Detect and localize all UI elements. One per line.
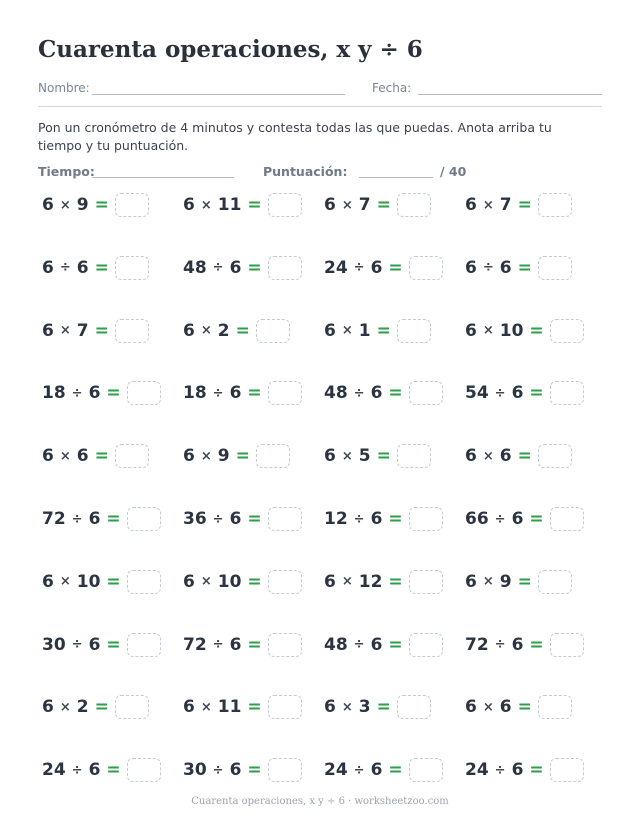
divide-icon: ÷ bbox=[494, 637, 506, 653]
divide-icon: ÷ bbox=[353, 385, 365, 401]
answer-box[interactable] bbox=[115, 193, 149, 217]
equals-sign: = bbox=[247, 697, 262, 718]
operand-b: 5 bbox=[358, 446, 371, 467]
operand-b: 6 bbox=[229, 634, 242, 655]
operand-b: 6 bbox=[76, 446, 89, 467]
problem-item bbox=[324, 757, 443, 783]
equals-sign: = bbox=[529, 320, 544, 341]
name-line[interactable] bbox=[92, 94, 345, 95]
equals-sign: = bbox=[517, 257, 532, 278]
answer-box[interactable] bbox=[127, 758, 161, 782]
problem-item bbox=[324, 255, 443, 281]
operand-b: 6 bbox=[511, 383, 524, 404]
equals-sign: = bbox=[94, 697, 109, 718]
answer-box[interactable] bbox=[268, 381, 302, 405]
divide-icon: ÷ bbox=[212, 260, 224, 276]
multiply-icon: × bbox=[482, 574, 494, 590]
operand-a: 6 bbox=[42, 320, 54, 341]
equals-sign: = bbox=[106, 571, 121, 592]
equals-sign: = bbox=[376, 320, 391, 341]
equals-sign: = bbox=[517, 571, 532, 592]
multiply-icon: × bbox=[482, 448, 494, 464]
operand-b: 6 bbox=[229, 760, 242, 781]
operand-b: 6 bbox=[511, 509, 524, 529]
problem-item bbox=[183, 632, 302, 658]
operand-b: 10 bbox=[76, 571, 101, 592]
equals-sign: = bbox=[376, 195, 391, 215]
multiply-icon: × bbox=[482, 699, 494, 715]
multiply-icon: × bbox=[59, 323, 71, 339]
problem-item bbox=[465, 694, 572, 720]
equals-sign: = bbox=[106, 634, 121, 655]
problem-item bbox=[465, 506, 584, 532]
answer-box[interactable] bbox=[397, 444, 431, 468]
operand-b: 1 bbox=[358, 320, 371, 341]
operand-b: 6 bbox=[76, 257, 89, 278]
operand-b: 7 bbox=[76, 320, 89, 341]
operand-a: 72 bbox=[465, 634, 489, 655]
operand-b: 6 bbox=[229, 257, 242, 278]
operand-a: 6 bbox=[465, 257, 477, 278]
answer-box[interactable] bbox=[550, 381, 584, 405]
equals-sign: = bbox=[247, 760, 262, 781]
divide-icon: ÷ bbox=[494, 511, 506, 527]
operand-a: 6 bbox=[183, 571, 195, 592]
equals-sign: = bbox=[388, 509, 403, 529]
operand-a: 48 bbox=[324, 634, 348, 655]
divide-icon: ÷ bbox=[482, 260, 494, 276]
operand-b: 6 bbox=[499, 697, 512, 718]
answer-box[interactable] bbox=[550, 319, 584, 343]
equals-sign: = bbox=[376, 446, 391, 467]
operand-a: 6 bbox=[324, 697, 336, 718]
answer-box[interactable] bbox=[115, 444, 149, 468]
operand-a: 6 bbox=[183, 320, 195, 341]
equals-sign: = bbox=[388, 760, 403, 781]
multiply-icon: × bbox=[341, 574, 353, 590]
operand-b: 6 bbox=[88, 760, 101, 781]
problem-item bbox=[324, 506, 443, 532]
equals-sign: = bbox=[388, 571, 403, 592]
multiply-icon: × bbox=[59, 197, 71, 213]
operand-a: 6 bbox=[324, 320, 336, 341]
equals-sign: = bbox=[388, 634, 403, 655]
equals-sign: = bbox=[388, 257, 403, 278]
operand-a: 6 bbox=[183, 697, 195, 718]
multiply-icon: × bbox=[200, 699, 212, 715]
problem-item bbox=[465, 443, 572, 469]
answer-box[interactable] bbox=[538, 256, 572, 280]
operand-b: 6 bbox=[370, 634, 383, 655]
header-divider bbox=[38, 106, 602, 107]
operand-a: 30 bbox=[183, 760, 207, 781]
operand-a: 6 bbox=[42, 257, 54, 278]
problem-item bbox=[465, 380, 584, 406]
operand-b: 6 bbox=[229, 509, 242, 529]
multiply-icon: × bbox=[341, 448, 353, 464]
divide-icon: ÷ bbox=[59, 260, 71, 276]
divide-icon: ÷ bbox=[212, 385, 224, 401]
equals-sign: = bbox=[106, 383, 121, 404]
answer-box[interactable] bbox=[127, 507, 161, 531]
problem-item bbox=[324, 192, 431, 218]
answer-box[interactable] bbox=[268, 758, 302, 782]
operand-a: 6 bbox=[465, 320, 477, 341]
operand-a: 6 bbox=[465, 571, 477, 592]
equals-sign: = bbox=[94, 320, 109, 341]
problem-item bbox=[324, 569, 443, 595]
operand-b: 11 bbox=[217, 195, 242, 215]
problem-item bbox=[183, 569, 302, 595]
operand-b: 9 bbox=[217, 446, 230, 467]
answer-box[interactable] bbox=[550, 758, 584, 782]
answer-box[interactable] bbox=[127, 633, 161, 657]
divide-icon: ÷ bbox=[353, 511, 365, 527]
divide-icon: ÷ bbox=[212, 637, 224, 653]
equals-sign: = bbox=[517, 697, 532, 718]
instructions: Pon un cronómetro de 4 minutos y contesta todas las que puedas. Anota arriba tu tiempo y tu puntuación. bbox=[38, 120, 552, 153]
problem-item bbox=[42, 506, 161, 532]
operand-b: 9 bbox=[499, 571, 512, 592]
equals-sign: = bbox=[247, 195, 262, 215]
problem-item bbox=[465, 255, 572, 281]
operand-b: 6 bbox=[499, 257, 512, 278]
operand-a: 72 bbox=[42, 509, 66, 529]
answer-box[interactable] bbox=[409, 507, 443, 531]
answer-box[interactable] bbox=[538, 444, 572, 468]
operand-a: 6 bbox=[324, 446, 336, 467]
problem-item bbox=[42, 255, 149, 281]
operand-a: 48 bbox=[324, 383, 348, 404]
operand-b: 6 bbox=[229, 383, 242, 404]
answer-box[interactable] bbox=[409, 570, 443, 594]
operand-a: 6 bbox=[42, 571, 54, 592]
answer-box[interactable] bbox=[409, 381, 443, 405]
operand-b: 6 bbox=[370, 760, 383, 781]
problem-item bbox=[42, 694, 149, 720]
operand-a: 24 bbox=[324, 760, 348, 781]
multiply-icon: × bbox=[59, 448, 71, 464]
problem-item bbox=[324, 694, 431, 720]
divide-icon: ÷ bbox=[353, 637, 365, 653]
divide-icon: ÷ bbox=[353, 260, 365, 276]
footer: Cuarenta operaciones, x y ÷ 6 · worksheetzoo.com bbox=[191, 796, 449, 807]
equals-sign: = bbox=[94, 446, 109, 467]
problem-item bbox=[324, 443, 431, 469]
operand-a: 30 bbox=[42, 634, 66, 655]
answer-box[interactable] bbox=[268, 193, 302, 217]
operand-a: 24 bbox=[324, 257, 348, 278]
operand-b: 12 bbox=[358, 571, 383, 592]
problem-item bbox=[183, 506, 302, 532]
equals-sign: = bbox=[388, 383, 403, 404]
answer-box[interactable] bbox=[256, 319, 290, 343]
equals-sign: = bbox=[235, 446, 250, 467]
problem-item bbox=[42, 757, 161, 783]
equals-sign: = bbox=[235, 320, 250, 341]
worksheet-title: Cuarenta operaciones, x y ÷ 6 bbox=[38, 36, 423, 63]
operand-a: 12 bbox=[324, 509, 348, 529]
operand-a: 6 bbox=[42, 446, 54, 467]
operand-b: 10 bbox=[499, 320, 524, 341]
multiply-icon: × bbox=[341, 197, 353, 213]
equals-sign: = bbox=[247, 634, 262, 655]
answer-box[interactable] bbox=[115, 256, 149, 280]
operand-a: 18 bbox=[183, 383, 207, 404]
problem-item bbox=[42, 380, 161, 406]
operand-a: 6 bbox=[465, 697, 477, 718]
divide-icon: ÷ bbox=[212, 511, 224, 527]
problem-item bbox=[183, 757, 302, 783]
divide-icon: ÷ bbox=[353, 762, 365, 778]
multiply-icon: × bbox=[200, 197, 212, 213]
answer-box[interactable] bbox=[538, 193, 572, 217]
operand-b: 6 bbox=[370, 509, 383, 529]
operand-b: 6 bbox=[88, 509, 101, 529]
problem-item bbox=[183, 255, 302, 281]
answer-box[interactable] bbox=[397, 695, 431, 719]
operand-b: 6 bbox=[370, 257, 383, 278]
score-line[interactable] bbox=[359, 177, 433, 178]
operand-a: 6 bbox=[324, 195, 336, 215]
equals-sign: = bbox=[517, 446, 532, 467]
equals-sign: = bbox=[106, 760, 121, 781]
operand-a: 6 bbox=[42, 697, 54, 718]
answer-box[interactable] bbox=[409, 256, 443, 280]
equals-sign: = bbox=[529, 760, 544, 781]
equals-sign: = bbox=[529, 634, 544, 655]
operand-a: 18 bbox=[42, 383, 66, 404]
multiply-icon: × bbox=[341, 699, 353, 715]
answer-box[interactable] bbox=[538, 570, 572, 594]
operand-b: 10 bbox=[217, 571, 242, 592]
multiply-icon: × bbox=[59, 699, 71, 715]
equals-sign: = bbox=[529, 383, 544, 404]
answer-box[interactable] bbox=[115, 695, 149, 719]
answer-box[interactable] bbox=[268, 695, 302, 719]
multiply-icon: × bbox=[482, 323, 494, 339]
problem-item bbox=[42, 443, 149, 469]
answer-box[interactable] bbox=[397, 193, 431, 217]
operand-b: 3 bbox=[358, 697, 371, 718]
equals-sign: = bbox=[106, 509, 121, 529]
divide-icon: ÷ bbox=[212, 762, 224, 778]
answer-box[interactable] bbox=[268, 570, 302, 594]
answer-box[interactable] bbox=[550, 633, 584, 657]
answer-box[interactable] bbox=[268, 256, 302, 280]
operand-a: 66 bbox=[465, 509, 489, 529]
operand-a: 24 bbox=[42, 760, 66, 781]
multiply-icon: × bbox=[482, 197, 494, 213]
operand-b: 6 bbox=[511, 634, 524, 655]
operand-a: 54 bbox=[465, 383, 489, 404]
score-label: Puntuación: bbox=[263, 164, 348, 179]
operand-a: 6 bbox=[324, 571, 336, 592]
operand-b: 7 bbox=[358, 195, 371, 215]
divide-icon: ÷ bbox=[494, 385, 506, 401]
divide-icon: ÷ bbox=[71, 385, 83, 401]
multiply-icon: × bbox=[59, 574, 71, 590]
operand-b: 6 bbox=[511, 760, 524, 781]
answer-box[interactable] bbox=[409, 633, 443, 657]
problem-item bbox=[42, 632, 161, 658]
multiply-icon: × bbox=[200, 323, 212, 339]
problem-item bbox=[465, 757, 584, 783]
multiply-icon: × bbox=[200, 448, 212, 464]
answer-box[interactable] bbox=[127, 381, 161, 405]
time-label: Tiempo: bbox=[38, 164, 95, 179]
operand-a: 72 bbox=[183, 634, 207, 655]
equals-sign: = bbox=[517, 195, 532, 215]
answer-box[interactable] bbox=[127, 570, 161, 594]
multiply-icon: × bbox=[200, 574, 212, 590]
problem-item bbox=[183, 192, 302, 218]
operand-b: 11 bbox=[217, 697, 242, 718]
equals-sign: = bbox=[247, 509, 262, 529]
answer-box[interactable] bbox=[256, 444, 290, 468]
date-label: Fecha: bbox=[372, 81, 412, 95]
answer-box[interactable] bbox=[115, 319, 149, 343]
problem-item bbox=[183, 380, 302, 406]
answer-box[interactable] bbox=[268, 507, 302, 531]
operand-b: 6 bbox=[370, 383, 383, 404]
operand-a: 6 bbox=[465, 446, 477, 467]
answer-box[interactable] bbox=[538, 695, 572, 719]
equals-sign: = bbox=[94, 257, 109, 278]
score-total: / 40 bbox=[440, 164, 467, 179]
problem-item bbox=[42, 192, 149, 218]
equals-sign: = bbox=[529, 509, 544, 529]
operand-a: 6 bbox=[183, 195, 195, 215]
problem-item bbox=[183, 443, 290, 469]
divide-icon: ÷ bbox=[71, 762, 83, 778]
answer-box[interactable] bbox=[550, 507, 584, 531]
problem-item bbox=[465, 632, 584, 658]
problem-item bbox=[183, 318, 290, 344]
operand-b: 7 bbox=[499, 195, 512, 215]
answer-box[interactable] bbox=[397, 319, 431, 343]
equals-sign: = bbox=[247, 257, 262, 278]
problem-item bbox=[42, 318, 149, 344]
operand-a: 24 bbox=[465, 760, 489, 781]
operand-b: 9 bbox=[76, 195, 89, 215]
equals-sign: = bbox=[247, 383, 262, 404]
equals-sign: = bbox=[94, 195, 109, 215]
problem-item bbox=[42, 569, 161, 595]
problem-item bbox=[324, 380, 443, 406]
problem-item bbox=[324, 632, 443, 658]
equals-sign: = bbox=[376, 697, 391, 718]
operand-b: 6 bbox=[88, 634, 101, 655]
problem-item bbox=[324, 318, 431, 344]
operand-a: 6 bbox=[183, 446, 195, 467]
multiply-icon: × bbox=[341, 323, 353, 339]
operand-a: 36 bbox=[183, 509, 207, 529]
operand-b: 6 bbox=[88, 383, 101, 404]
equals-sign: = bbox=[247, 571, 262, 592]
divide-icon: ÷ bbox=[494, 762, 506, 778]
divide-icon: ÷ bbox=[71, 511, 83, 527]
answer-box[interactable] bbox=[268, 633, 302, 657]
operand-a: 6 bbox=[42, 195, 54, 215]
problem-item bbox=[465, 569, 572, 595]
problem-item bbox=[465, 318, 584, 344]
answer-box[interactable] bbox=[409, 758, 443, 782]
operand-a: 6 bbox=[465, 195, 477, 215]
problem-item bbox=[465, 192, 572, 218]
operand-b: 2 bbox=[217, 320, 230, 341]
divide-icon: ÷ bbox=[71, 637, 83, 653]
time-line[interactable] bbox=[92, 177, 234, 178]
operand-a: 48 bbox=[183, 257, 207, 278]
problem-item bbox=[183, 694, 302, 720]
operand-b: 2 bbox=[76, 697, 89, 718]
name-label: Nombre: bbox=[38, 81, 90, 95]
operand-b: 6 bbox=[499, 446, 512, 467]
date-line[interactable] bbox=[418, 94, 602, 95]
